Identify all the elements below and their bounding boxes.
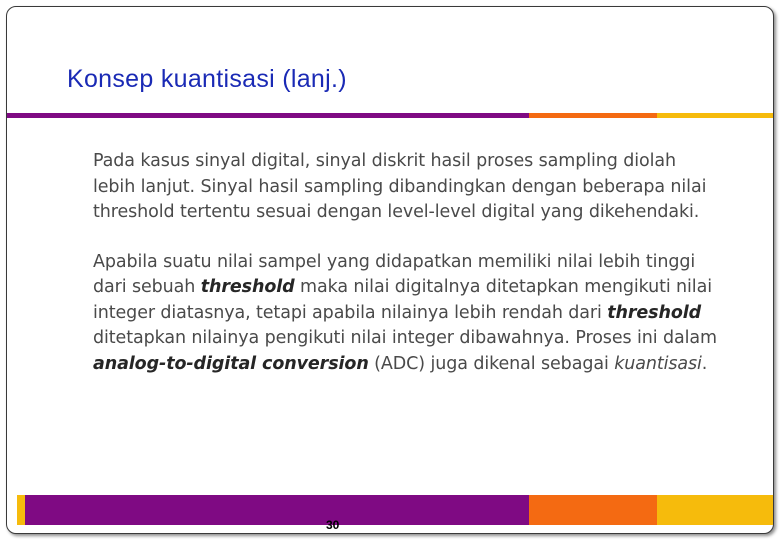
emphasis-adc: analog-to-digital conversion bbox=[93, 353, 369, 374]
divider-orange bbox=[529, 113, 657, 118]
text-run: Apabila suatu nilai sampel yang didapatkan memiliki nilai lebih tinggi dari sebuah bbox=[93, 251, 696, 297]
text-run: maka nilai digitalnya ditetapkan mengikuti nilai integer diatasnya, tetapi apabila nilainya lebih rendah dari bbox=[93, 277, 712, 323]
slide-body bbox=[93, 149, 723, 401]
text-run: (ADC) juga dikenal sebagai bbox=[368, 353, 615, 374]
footer-bar-orange bbox=[529, 495, 657, 525]
footer-bar-yellow bbox=[657, 495, 773, 525]
divider-yellow bbox=[657, 113, 773, 118]
emphasis-kuantisasi: kuantisasi bbox=[614, 353, 702, 374]
divider-purple bbox=[7, 113, 529, 118]
text-run: . bbox=[701, 353, 708, 374]
emphasis-threshold: threshold bbox=[200, 277, 295, 297]
text-run: ditetapkan nilainya pengikuti nilai integer dibawahnya. Proses ini dalam bbox=[93, 328, 717, 348]
slide-title: Konsep kuantisasi (lanj.) bbox=[67, 65, 347, 93]
paragraph-intro: Pada kasus sinyal digital, sinyal diskrit hasil proses sampling diolah lebih lanjut. Sinyal hasil sampling dibandingkan dengan beberapa nilai threshold tertentu sesuai dengan level-level digital yang dikehendaki. bbox=[93, 151, 707, 222]
page-number: 30 bbox=[326, 518, 340, 532]
footer-bar-purple bbox=[25, 495, 529, 525]
slide-frame bbox=[6, 6, 774, 534]
footer-bar-yellow-left bbox=[17, 495, 25, 525]
paragraph-threshold bbox=[93, 250, 723, 378]
emphasis-threshold: threshold bbox=[607, 302, 702, 323]
